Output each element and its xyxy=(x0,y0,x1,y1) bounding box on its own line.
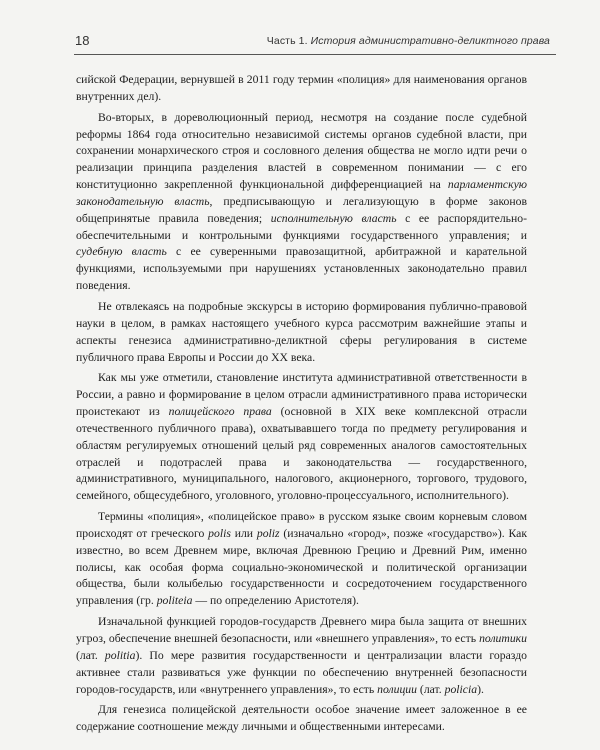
italic-term: парламентскую законодательную власть xyxy=(76,178,527,208)
italic-term: исполнительную власть xyxy=(270,211,397,225)
text-run: (лат. xyxy=(417,682,445,696)
text-run: Для генезиса полицейской деятельности особое значение имеет заложенное в ее содержание соотношение между личными и общественными интересами. xyxy=(76,703,527,734)
body-text xyxy=(76,72,527,736)
text-run: (изначально «город», позже «государство»). Как известно, во всем Древнем мире, включая Древнюю Грецию и Древний Рим, именно полисы, как особая форма социально-экономической и политической организации общества, были колыбелью государственности и сосредоточением государственного управления (гр. xyxy=(76,526,528,608)
chapter-title-text: История административно-деликтного права xyxy=(310,35,550,47)
italic-term: poliz xyxy=(256,526,280,540)
header-rule xyxy=(74,54,556,55)
text-run: Не отвлекаясь на подробные экскурсы в историю формирования публично-правовой науки в целом, в рамках настоящего учебного курса рассмотрим важнейшие этапы и аспекты генезиса административно-деликтной сферы регулирования в системе публичного права Европы и России до XX века. xyxy=(76,299,527,364)
text-run: или xyxy=(230,526,257,540)
italic-term: судебную власть xyxy=(76,245,167,259)
paragraph xyxy=(76,509,527,610)
italic-term: полицейского права xyxy=(168,405,272,419)
page-number: 18 xyxy=(75,33,90,48)
text-run: Термины «полиция», «полицейское право» в русском языке своим корневым словом происходят от греческого xyxy=(76,510,527,540)
paragraph xyxy=(76,72,527,106)
text-run: (основной в XIX веке комплексной отрасли отечественного публичного права), охватывавшего тогда по предмету регулирования и областям регулируемых отношений целый ряд современных аналогов самостоятельных отраслей и подотраслей права и законодательства — государственного, административного, муниципального, налогового, акционерного, торгового, трудового, семейного, общесудебного, уголовного, уголовно-процессуального, исполнительного). xyxy=(76,405,527,503)
text-run: , предписывающую и легализующую в форме законов общепринятые правила поведения; xyxy=(76,194,527,225)
italic-term: politeia xyxy=(156,594,193,608)
text-run: (лат. xyxy=(76,648,105,662)
paragraph xyxy=(76,299,527,366)
part-label: Часть 1. xyxy=(266,35,308,47)
italic-term: policia xyxy=(444,682,478,696)
chapter-title xyxy=(267,35,550,47)
italic-term: politia xyxy=(104,648,136,662)
paragraph xyxy=(76,702,527,736)
text-run: с ее распорядительно-обеспечительными и контрольными функциями государственного управления; и xyxy=(76,211,527,242)
text-run: Как мы уже отметили, становление института административной ответственности в России, а равно и формирование в целом отрасли административного права исторически проистекают из xyxy=(76,371,527,419)
italic-term: политики xyxy=(479,632,527,645)
paragraph xyxy=(76,370,527,505)
text-run: Изначальной функцией городов-государств Древнего мира была защита от внешних угроз, обеспечение внешней безопасности, или «внешнего управления», то есть xyxy=(76,615,527,645)
text-run: ). xyxy=(477,682,484,696)
text-run: — по определению Аристотеля). xyxy=(192,594,359,608)
paragraph xyxy=(76,110,527,295)
italic-term: полиции xyxy=(377,682,417,696)
text-run: с ее суверенными правозащитной, арбитражной и карательной функциями, используемыми при нарушениях установленных законодательно правил поведения. xyxy=(76,245,527,293)
text-run: Во-вторых, в дореволюционный период, несмотря на создание после судебной реформы 1864 года относительно независимой системы органов судебной власти, при сохранении монархического строя и сословного деления общества не могло идти речи о реализации принципа разделения властей в современном понимании — с его конституционно закрепленной функциональной дифференциацией на xyxy=(76,110,527,192)
paragraph xyxy=(76,614,527,698)
italic-term: polis xyxy=(208,526,231,540)
text-run: сийской Федерации, вернувшей в 2011 году термин «полиция» для наименования органов внутренних дел). xyxy=(76,73,527,103)
running-header xyxy=(0,0,600,60)
text-run: ). По мере развития государственности и централизации власти гораздо активнее стали развиваться уже функции по обеспечению внутренней безопасности городов-государств, или «внутреннего управления», то есть xyxy=(76,648,527,696)
